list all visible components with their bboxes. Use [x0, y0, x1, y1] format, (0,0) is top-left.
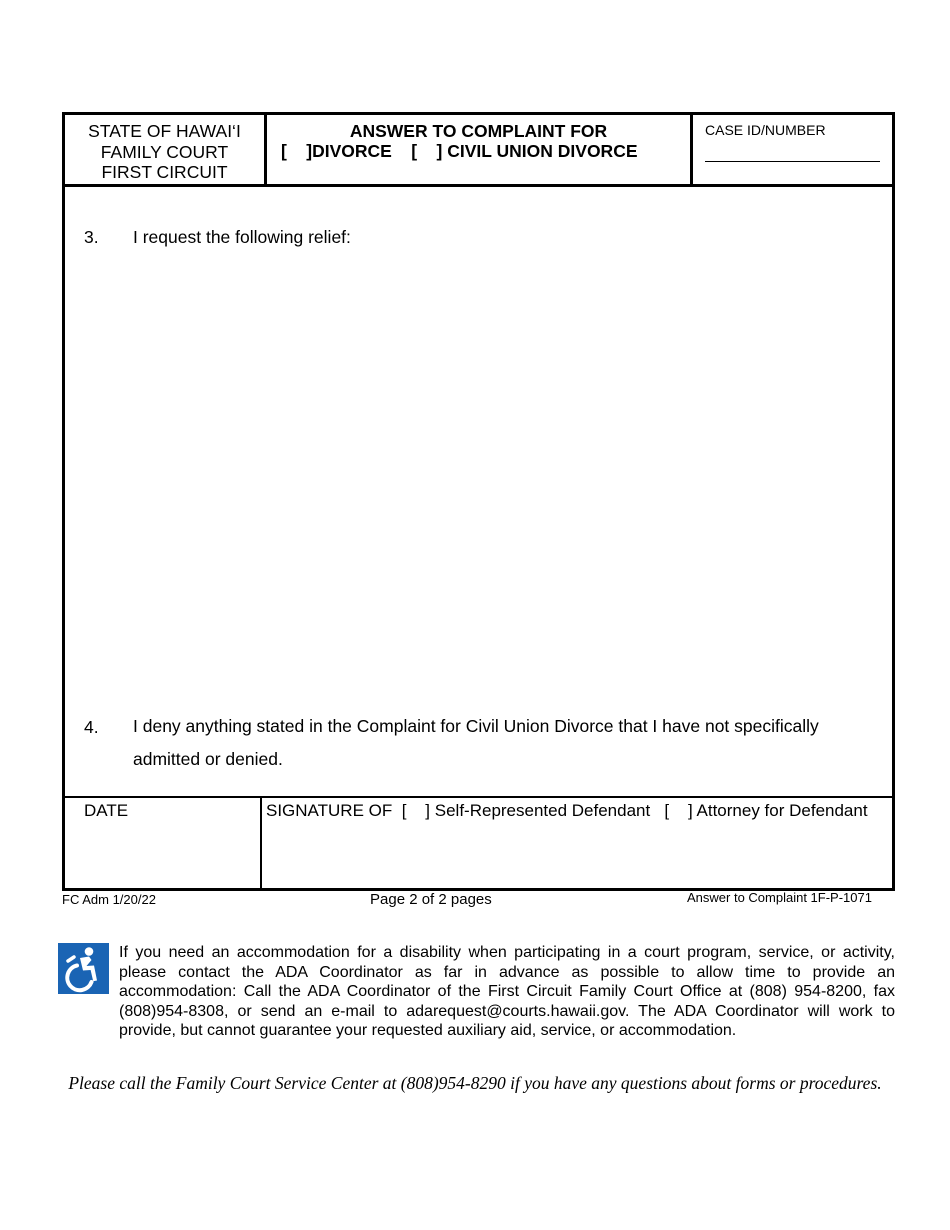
form-name: Answer to Complaint 1F-P-1071 — [687, 890, 872, 905]
item-4-number: 4. — [84, 717, 99, 737]
item-3-text: I request the following relief: — [133, 227, 351, 247]
item-3-number: 3. — [84, 227, 99, 247]
date-label: DATE — [84, 801, 129, 820]
court-division: FAMILY COURT — [100, 141, 229, 162]
item-4-text: I deny anything stated in the Complaint for Civil Union Divorce that I have not specifically admitted or denied. — [133, 716, 819, 769]
relief-text-area[interactable] — [133, 262, 873, 682]
form-id: FC Adm 1/20/22 — [62, 892, 156, 907]
case-number-field[interactable] — [705, 161, 880, 162]
page-number: Page 2 of 2 pages — [370, 891, 492, 908]
form-title: ANSWER TO COMPLAINT FOR — [349, 121, 608, 141]
court-circuit: FIRST CIRCUIT — [101, 162, 228, 182]
court-name-cell — [65, 115, 267, 184]
accessibility-icon — [58, 943, 109, 994]
form-header — [62, 112, 895, 187]
court-state: STATE OF HAWAI‘I — [88, 121, 241, 141]
ada-notice: If you need an accommodation for a disability when participating in a court program, service, or activity, please contact the ADA Coordinator as far in advance as possible to allow time to provide an accommodation: Call the ADA Coordinator of the First Circuit Family Court Office at (808) 954-8200, fax (808)954-8308, or send an e-mail to adarequest@courts.hawaii.gov. The ADA Coordinator will work to provide, but cannot guarantee your requested auxiliary aid, service, or accommodation. — [119, 944, 895, 1039]
divorce-type-checkboxes[interactable]: [ ]DIVORCE [ ] CIVIL UNION DIVORCE — [281, 141, 638, 161]
case-number-label: CASE ID/NUMBER — [705, 122, 826, 138]
signature-block — [62, 796, 895, 891]
signature-label: SIGNATURE OF [ ] Self-Represented Defendant [ ] Attorney for Defendant — [266, 801, 868, 820]
service-center-notice: Please call the Family Court Service Center at (808)954-8290 if you have any questions about forms or procedures. — [68, 1073, 882, 1093]
form-title-cell — [267, 115, 693, 184]
case-number-cell — [693, 115, 892, 184]
date-field[interactable] — [65, 798, 262, 888]
